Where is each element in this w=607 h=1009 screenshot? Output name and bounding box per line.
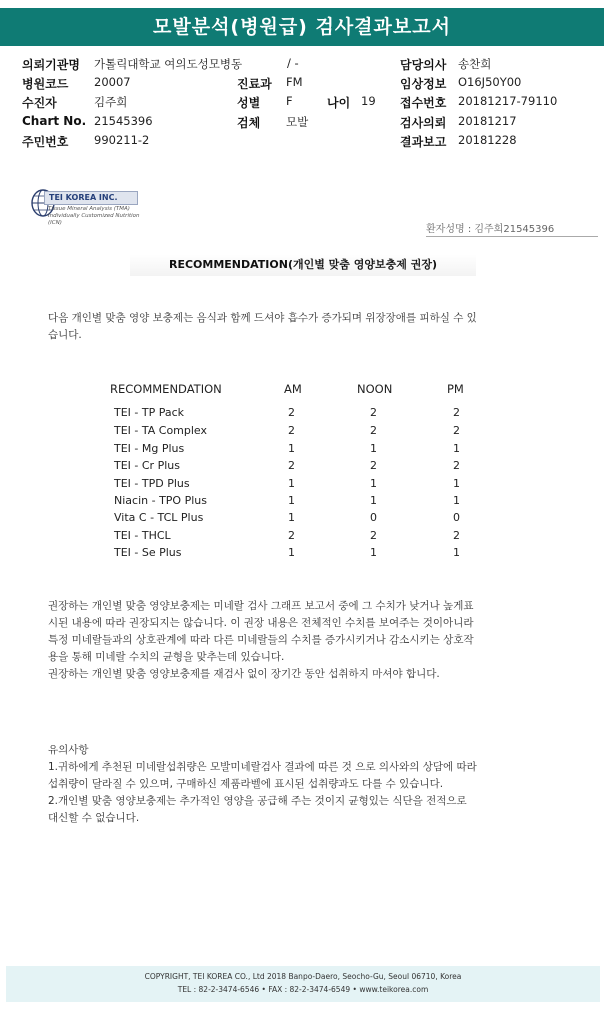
table-row <box>0 546 607 564</box>
column-header-pm: PM <box>447 382 464 396</box>
am-dose: 2 <box>288 406 295 419</box>
requester-label: 의뢰기관명 <box>22 58 80 72</box>
result-date-value: 20181228 <box>458 133 517 147</box>
noon-dose: 2 <box>370 459 377 472</box>
copyright-footer <box>6 966 600 1002</box>
am-dose: 1 <box>288 477 295 490</box>
logo-text: TEI KOREA INC. <box>44 191 138 205</box>
pm-dose: 1 <box>453 494 460 507</box>
supplement-name: TEI - TPD Plus <box>114 477 190 490</box>
column-header-noon: NOON <box>357 382 393 396</box>
table-row <box>0 442 607 460</box>
explanation-paragraph: 권장하는 개인별 맞춤 영양보충제는 미네랄 검사 그래프 보고서 중에 그 수치가 낮거나 높게표 시된 내용에 따라 권장되지는 않습니다. 이 권장 내용은 전체적인 수치를 보여주는 것이아니라 특정 미네랄들과의 상호관계에 따라 다른 미네랄들의 수치를 증가시키거나 감소시키는 상호작 용을 통해 미네랄 수치의 균형을 맞추는데 있습니다. 권장하는 개인별 맞춤 영양보충제를 재검사 없이 장기간 동안 섭취하지 마셔야 합니다. <box>48 600 474 680</box>
noon-dose: 1 <box>370 494 377 507</box>
clinical-info-value: O16J50Y00 <box>458 75 522 89</box>
table-row <box>0 459 607 477</box>
pm-dose: 2 <box>453 529 460 542</box>
chart-number-label: Chart No. <box>22 114 87 128</box>
logo-subtitle-2: Individually Customized Nutrition (ICN) <box>48 213 140 226</box>
am-dose: 1 <box>288 546 295 559</box>
table-row <box>0 424 607 442</box>
requester-extra: / - <box>287 56 299 70</box>
pm-dose: 1 <box>453 546 460 559</box>
am-dose: 1 <box>288 494 295 507</box>
tei-logo <box>30 188 150 224</box>
chart-number-value: 21545396 <box>94 114 153 128</box>
logo-subtitle-1: Tissue Mineral Analysis (TMA) <box>48 206 130 212</box>
footer-contact: TEL : 82-2-3474-6546 • FAX : 82-2-3474-6549 • www.teikorea.com <box>177 985 429 994</box>
receipt-number-value: 20181217-79110 <box>458 94 558 108</box>
noon-dose: 1 <box>370 546 377 559</box>
pm-dose: 1 <box>453 477 460 490</box>
table-row <box>0 477 607 495</box>
noon-dose: 2 <box>370 529 377 542</box>
resident-number-label: 주민번호 <box>22 135 69 149</box>
result-date-label: 결과보고 <box>400 135 447 149</box>
age-label: 나이 <box>327 96 351 110</box>
pm-dose: 2 <box>453 406 460 419</box>
doctor-label: 담당의사 <box>400 58 447 72</box>
column-header-am: AM <box>284 382 302 396</box>
table-row <box>0 406 607 424</box>
table-row <box>0 494 607 512</box>
department-value: FM <box>286 75 303 89</box>
supplement-name: TEI - THCL <box>114 529 171 542</box>
noon-dose: 2 <box>370 424 377 437</box>
noon-dose: 2 <box>370 406 377 419</box>
hospital-code-label: 병원코드 <box>22 77 69 91</box>
specimen-label: 검체 <box>237 116 261 130</box>
noon-dose: 1 <box>370 442 377 455</box>
pm-dose: 1 <box>453 442 460 455</box>
am-dose: 2 <box>288 424 295 437</box>
requester-value: 가톨릭대학교 여의도성모병동 <box>94 57 243 71</box>
recommendation-title: RECOMMENDATION(개인별 맞춤 영양보충제 권장) <box>130 254 476 276</box>
examinee-label: 수진자 <box>22 96 57 110</box>
table-row <box>0 529 607 547</box>
doctor-value: 송찬희 <box>458 57 492 71</box>
supplement-name: TEI - Se Plus <box>114 546 182 559</box>
supplement-name: Niacin - TPO Plus <box>114 494 207 507</box>
request-date-value: 20181217 <box>458 114 517 128</box>
examinee-value: 김주희 <box>94 95 128 109</box>
noon-dose: 1 <box>370 477 377 490</box>
am-dose: 2 <box>288 529 295 542</box>
clinical-info-label: 임상정보 <box>400 77 447 91</box>
supplement-name: TEI - Cr Plus <box>114 459 180 472</box>
department-label: 진료과 <box>237 77 272 91</box>
intro-paragraph: 다음 개인별 맞춤 영양 보충제는 음식과 함께 드셔야 흡수가 증가되며 위장장애를 피하실 수 있 습니다. <box>48 312 477 341</box>
report-title: 모발분석(병원급) 검사결과보고서 <box>0 8 604 46</box>
pm-dose: 2 <box>453 424 460 437</box>
receipt-number-label: 접수번호 <box>400 96 447 110</box>
sex-value: F <box>286 94 293 108</box>
supplement-name: Vita C - TCL Plus <box>114 511 204 524</box>
resident-number-value: 990211-2 <box>94 133 150 147</box>
patient-name-line: 환자성명 : 김주희21545396 <box>426 220 598 237</box>
supplement-name: TEI - TP Pack <box>114 406 185 419</box>
sex-label: 성별 <box>237 96 261 110</box>
am-dose: 1 <box>288 442 295 455</box>
recommendation-report <box>0 166 607 1009</box>
am-dose: 1 <box>288 511 295 524</box>
pm-dose: 0 <box>453 511 460 524</box>
specimen-value: 모발 <box>286 115 309 129</box>
request-date-label: 검사의뢰 <box>400 116 447 130</box>
noon-dose: 0 <box>370 511 377 524</box>
hospital-code-value: 20007 <box>94 75 131 89</box>
supplement-name: TEI - TA Complex <box>114 424 208 437</box>
age-value: 19 <box>361 94 376 108</box>
footer-address: COPYRIGHT, TEI KOREA CO., Ltd 2018 Banpo-Daero, Seocho-Gu, Seoul 06710, Korea <box>144 972 462 981</box>
notes-section: 유의사항 1.귀하에게 추천된 미네랄섭취량은 모발미네랄검사 결과에 따른 것 으로 의사와의 상담에 따라 섭취량이 달라질 수 있으며, 구매하신 제품라벨에 표시된 섭취량과도 다를 수 있습니다. 2.개인별 맞춤 영양보충제는 추가적인 영양을 공급해 주는 것이지 균형있는 식단을 전적으로 대신할 수 없습니다. <box>48 744 477 824</box>
table-row <box>0 511 607 529</box>
supplement-name: TEI - Mg Plus <box>114 442 185 455</box>
patient-info-panel <box>0 52 607 152</box>
pm-dose: 2 <box>453 459 460 472</box>
column-header-recommendation: RECOMMENDATION <box>110 382 222 396</box>
am-dose: 2 <box>288 459 295 472</box>
notes-title: 유의사항 <box>48 744 89 756</box>
